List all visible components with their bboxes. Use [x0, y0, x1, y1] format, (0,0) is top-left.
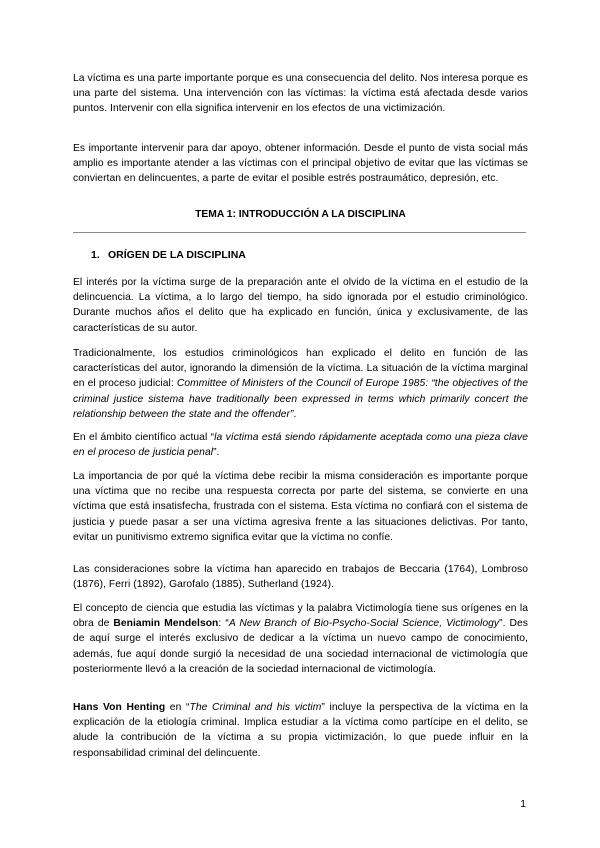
paragraph-scientific-field — [73, 430, 528, 460]
page-number: 1 — [520, 799, 526, 810]
paragraph-end: ”. — [213, 447, 220, 459]
paragraph-intervention: Es importante intervenir para dar apoyo, obtener información. Desde el punto de vista social más amplio es importante atender a las víctimas con el principal objetivo de evitar que las víctimas se conviertan en delincuentes, a parte de evitar el posible estrés postraumático, depresión, etc. — [73, 143, 528, 185]
paragraph-consideration: La importancia de por qué la víctima debe recibir la misma consideración es importante porque una víctima que no recibe una respuesta correcta por parte del sistema, se convierte en una víctima que está insatisfecha, frustrada con el sistema. Esta víctima no confiará con el sistema de justicia y puede pasar a ser una víctima agresiva frente a las situaciones delictivas. Por tanto, evitar un punitivismo extremo significa evitar que la víctima no confíe. — [73, 471, 528, 543]
paragraph-text: Tradicionalmente, los estudios criminológicos han explicado el delito en función de las características del autor, ignorando la dimensión de la víctima. La situación de la víctima marginal en el proceso judicial: — [73, 348, 528, 390]
paragraph-text: En el ámbito científico actual “ — [73, 432, 215, 443]
heading-divider — [73, 232, 526, 233]
paragraph-victim-importance: La víctima es una parte importante porque es una consecuencia del delito. Nos interesa porque es una parte del sistema. Una intervención con las víctimas: la víctima está afectada desde varios puntos. Intervenir con ella significa intervenir en los efectos de una victimización. — [73, 73, 528, 115]
paragraph-text: El concepto de ciencia que estudia las víctimas y la palabra Victimología tiene sus orígenes en la obra de — [73, 603, 528, 630]
paragraph-authors: Las consideraciones sobre la víctima han aparecido en trabajos de Beccaria (1764), Lombroso (1876), Ferri (1892), Garofalo (1885), Sutherland (1924). — [73, 564, 528, 591]
committee-quote: Committee of Ministers of the Council of Europe 1985: “the objectives of the criminal justice sistema have traditionally been expressed in terms which primarily concert the relationship between the state and the offender” — [73, 378, 529, 420]
paragraph-text: en “ — [165, 702, 190, 713]
paragraph-text: ”. Des de aquí surge el interés exclusivo de dedicar a la víctima un nuevo campo de conocimiento, además, fue aquí donde surgió la necesidad de una sociedad internacional de victimología que posteriormente llevó a la creación de la sociedad internacional de victimología. — [73, 618, 529, 675]
paragraph-origin: El interés por la víctima surge de la preparación ante el olvido de la víctima en el estudio de la delincuencia. La víctima, a lo largo del tiempo, ha sido ignorada por el estudio criminológico. Durante muchos años el delito que ha explicado en función, única y exclusivamente, de las características de su autor. — [73, 277, 528, 334]
section-heading — [91, 249, 246, 261]
author-name: Beniamin Mendelson — [113, 618, 219, 630]
paragraph-text: ” incluye la perspectiva de la víctima en la explicación de la etiología criminal. Implica estudiar a la víctima como partícipe en el delito, se alude la contribución de la víctima a su propia victimización, lo que puede influir en la responsabilidad criminal del delincuente. — [73, 702, 528, 759]
paragraph-victimology-origin — [73, 601, 528, 677]
work-title: The Criminal and his victim — [189, 702, 322, 713]
section-number: 1. — [91, 249, 100, 261]
scientific-quote: la víctima está siendo rápidamente aceptada como una pieza clave en el proceso de justicia penal — [73, 432, 529, 459]
paragraph-end: . — [293, 408, 297, 420]
paragraph-traditional-studies — [73, 346, 528, 422]
author-name: Hans Von Henting — [73, 702, 166, 713]
work-title: A New Branch of Bio-Psycho-Social Science, Victimology — [228, 618, 500, 630]
chapter-heading: TEMA 1: INTRODUCCIÓN A LA DISCIPLINA — [195, 209, 406, 220]
paragraph-von-henting — [73, 700, 528, 761]
paragraph-text: : “ — [218, 618, 229, 630]
section-title: ORÍGEN DE LA DISCIPLINA — [108, 249, 246, 261]
